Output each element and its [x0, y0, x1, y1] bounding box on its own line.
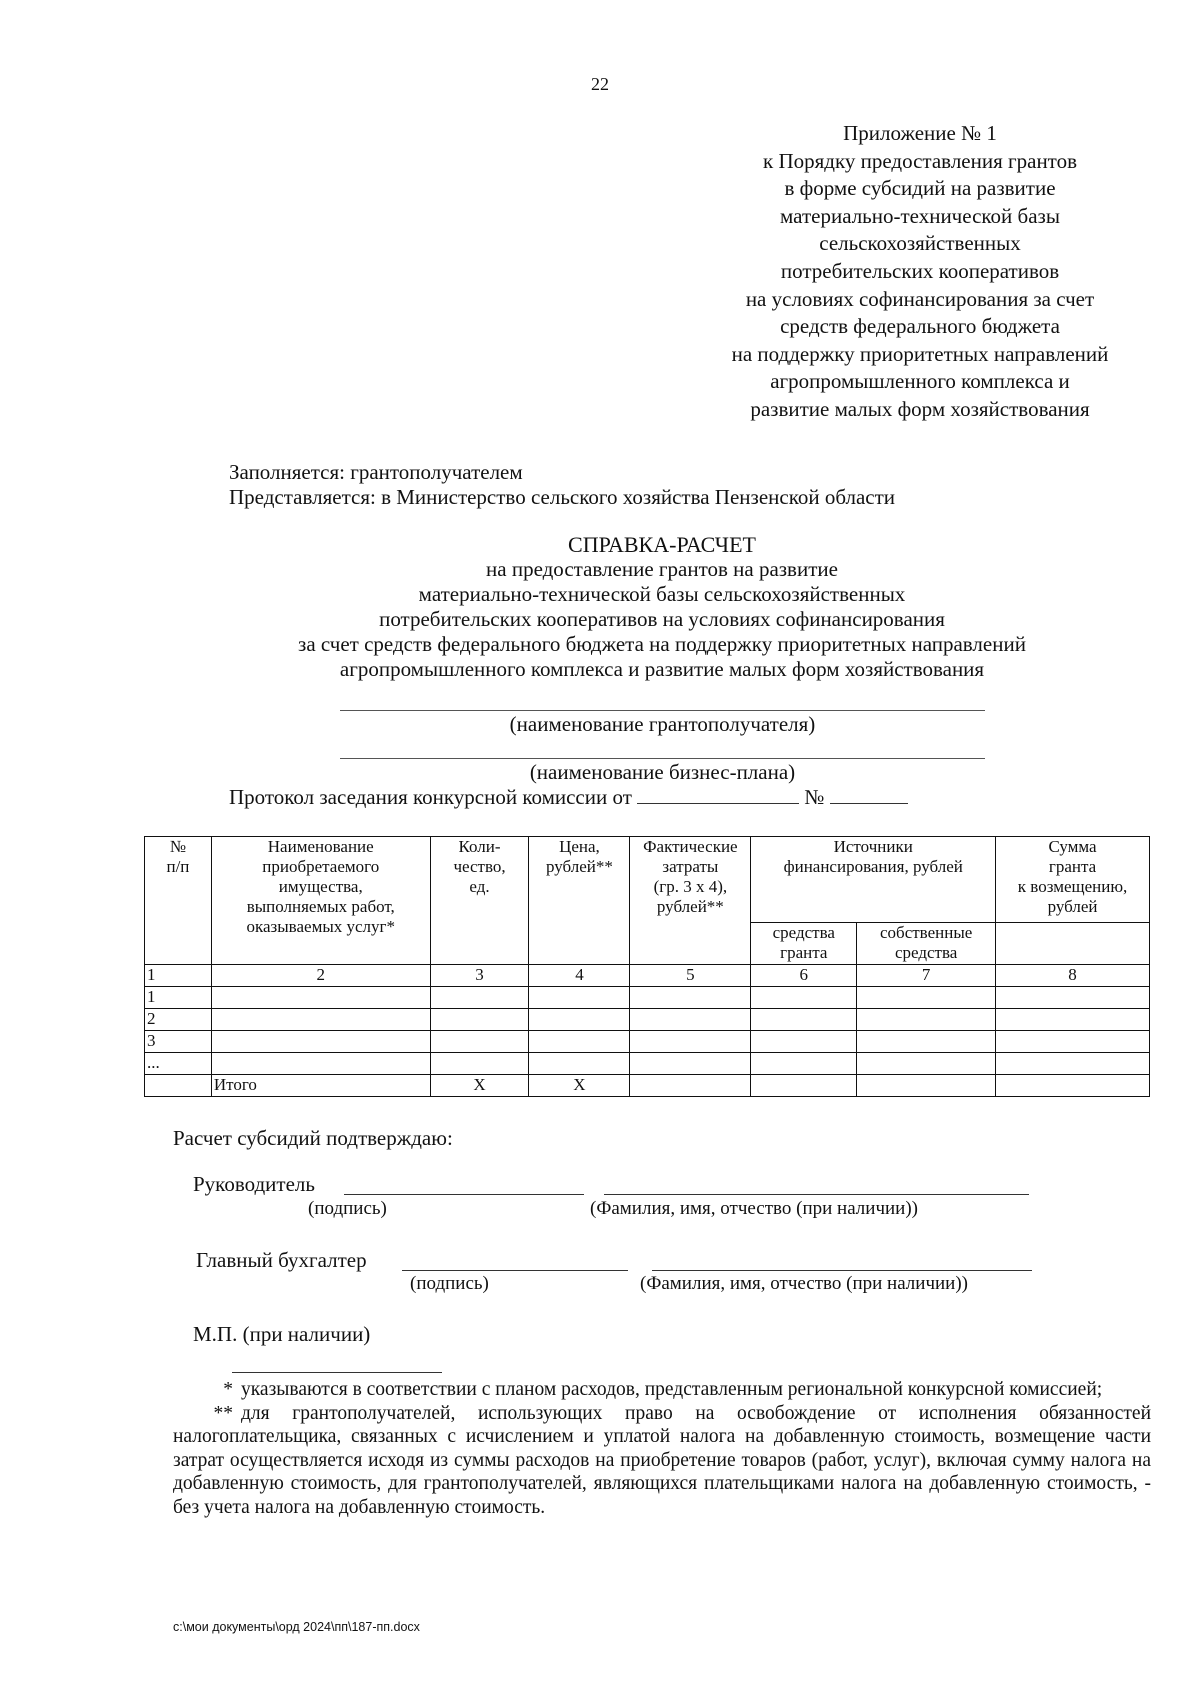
protocol-line — [229, 785, 908, 810]
cell-price[interactable] — [529, 1053, 630, 1075]
total-actual-costs[interactable] — [630, 1075, 751, 1097]
header-actual-costs: Фактические затраты (гр. 3 х 4), рублей** — [630, 837, 751, 965]
accountant-label: Главный бухгалтер — [196, 1248, 367, 1272]
cell-price[interactable] — [529, 1031, 630, 1053]
annex-line: на условиях софинансирования за счет — [745, 286, 1095, 311]
header-name: Наименование приобретаемого имущества, выполняемых работ, оказываемых услуг* — [211, 837, 430, 965]
footnote-separator — [232, 1372, 442, 1373]
cell-grant-funds[interactable] — [751, 987, 857, 1009]
head-signature-field[interactable] — [344, 1176, 584, 1195]
table-row — [145, 1053, 1150, 1075]
total-quantity: Х — [430, 1075, 529, 1097]
column-number: 3 — [430, 965, 529, 987]
cell-name[interactable] — [211, 987, 430, 1009]
header-grant-sum-sub — [996, 923, 1150, 965]
annex-line: материально-технической базы — [780, 203, 1060, 228]
protocol-no-label: № — [804, 785, 825, 809]
cell-grant-sum[interactable] — [996, 1053, 1150, 1075]
cell-own-funds[interactable] — [857, 1031, 996, 1053]
cell-name[interactable] — [211, 1031, 430, 1053]
header-grant-sum: Сумма гранта к возмещению, рублей — [996, 837, 1150, 923]
column-number: 6 — [751, 965, 857, 987]
column-number: 4 — [529, 965, 630, 987]
total-grant-sum[interactable] — [996, 1075, 1150, 1097]
title-line: на предоставление грантов на развитие — [486, 557, 838, 581]
row-number: 2 — [145, 1009, 212, 1031]
head-name-caption: (Фамилия, имя, отчество (при наличии)) — [590, 1198, 919, 1219]
annex-line: средств федерального бюджета — [780, 314, 1060, 339]
cell-name[interactable] — [211, 1053, 430, 1075]
title-line: потребительских кооперативов на условиях софинансирования — [379, 607, 945, 631]
accountant-name-caption: (Фамилия, имя, отчество (при наличии)) — [640, 1273, 969, 1294]
confirm-text: Расчет субсидий подтверждаю: — [173, 1126, 453, 1150]
title-line: материально-технической базы сельскохозяйственных — [418, 582, 906, 606]
fill-info — [229, 460, 895, 510]
footnotes — [173, 1378, 1151, 1519]
title-line: за счет средств федерального бюджета на поддержку приоритетных направлений — [298, 632, 1026, 656]
cell-actual-costs[interactable] — [630, 1031, 751, 1053]
filled-by-text: Заполняется: грантополучателем — [229, 460, 523, 484]
cell-grant-sum[interactable] — [996, 1009, 1150, 1031]
grantee-caption: (наименование грантополучателя) — [509, 712, 816, 736]
footnote-1 — [173, 1378, 1151, 1402]
cell-grant-sum[interactable] — [996, 1031, 1150, 1053]
footnote-2 — [173, 1402, 1151, 1520]
protocol-number-field[interactable] — [830, 785, 908, 804]
cell-quantity[interactable] — [430, 1053, 529, 1075]
grantee-name-line[interactable] — [340, 710, 985, 711]
head-signature-caption: (подпись) — [308, 1198, 387, 1219]
row-number: ... — [145, 1053, 212, 1075]
table-row — [145, 987, 1150, 1009]
annex-line: потребительских кооперативов — [780, 258, 1060, 283]
cell-grant-funds[interactable] — [751, 1009, 857, 1031]
annex-line: в форме субсидий на развитие — [784, 176, 1056, 201]
cell-actual-costs[interactable] — [630, 987, 751, 1009]
footnote-2-text: для грантополучателей, использующих право на освобождение от исполнения обязанностей налогоплательщика, связанных с исчислением и уплатой налога на добавленную стоимость, возмещение части затрат осуществляется исходя из суммы расходов на приобретение товаров (работ, услуг), включая сумму налога на добавленную стоимость, для грантополучателей, являющихся плательщиками налога на добавленную стоимость, - без учета налога на добавленную стоимость. — [173, 1402, 1151, 1518]
annex-line: развитие малых форм хозяйствования — [750, 396, 1090, 421]
header-own-funds: собственные средства — [857, 923, 996, 965]
cell-price[interactable] — [529, 987, 630, 1009]
cell-price[interactable] — [529, 1009, 630, 1031]
annex-line: агропромышленного комплекса и — [770, 369, 1070, 394]
submitted-to-text: Представляется: в Министерство сельского хозяйства Пензенской области — [229, 485, 896, 509]
protocol-label: Протокол заседания конкурсной комиссии от — [229, 785, 632, 809]
column-number: 1 — [145, 965, 212, 987]
header-quantity: Коли- чество, ед. — [430, 837, 529, 965]
table-row — [145, 1009, 1150, 1031]
header-funding-sources: Источники финансирования, рублей — [751, 837, 996, 923]
column-number: 8 — [996, 965, 1150, 987]
stamp-note: М.П. (при наличии) — [193, 1322, 371, 1346]
cell-quantity[interactable] — [430, 1009, 529, 1031]
accountant-signature-caption: (подпись) — [410, 1273, 489, 1294]
business-plan-caption: (наименование бизнес-плана) — [529, 760, 796, 784]
cell-quantity[interactable] — [430, 1031, 529, 1053]
column-number: 7 — [857, 965, 996, 987]
header-grant-funds: средства гранта — [751, 923, 857, 965]
column-number: 5 — [630, 965, 751, 987]
document-title — [0, 532, 1200, 682]
business-plan-line[interactable] — [340, 758, 985, 759]
calculation-table — [144, 836, 1150, 1097]
accountant-signature-field[interactable] — [402, 1252, 628, 1271]
total-grant-funds[interactable] — [751, 1075, 857, 1097]
cell-name[interactable] — [211, 1009, 430, 1031]
cell-grant-funds[interactable] — [751, 1031, 857, 1053]
total-empty-cell — [145, 1075, 212, 1097]
column-number: 2 — [211, 965, 430, 987]
accountant-name-field[interactable] — [652, 1252, 1032, 1271]
page-number: 22 — [591, 74, 609, 94]
row-number: 1 — [145, 987, 212, 1009]
file-path: c:\мои документы\орд 2024\пп\187-пп.docx — [173, 1620, 420, 1634]
annex-line: на поддержку приоритетных направлений — [731, 341, 1109, 366]
cell-grant-sum[interactable] — [996, 987, 1150, 1009]
title-heading: СПРАВКА-РАСЧЕТ — [568, 532, 756, 557]
cell-actual-costs[interactable] — [630, 1053, 751, 1075]
total-price: Х — [529, 1075, 630, 1097]
column-numbers-row — [145, 965, 1150, 987]
header-num: № п/п — [145, 837, 212, 965]
footnote-1-text: указываются в соответствии с планом расходов, представленным региональной конкурсной комиссией; — [241, 1379, 1103, 1400]
footnote-2-marker: ** — [213, 1402, 233, 1424]
cell-quantity[interactable] — [430, 987, 529, 1009]
total-label: Итого — [211, 1075, 430, 1097]
head-name-field[interactable] — [604, 1176, 1029, 1195]
title-line: агропромышленного комплекса и развитие малых форм хозяйствования — [339, 657, 985, 681]
cell-own-funds[interactable] — [857, 987, 996, 1009]
row-number: 3 — [145, 1031, 212, 1053]
cell-own-funds[interactable] — [857, 1009, 996, 1031]
head-label: Руководитель — [193, 1172, 315, 1196]
annex-block — [660, 120, 1180, 424]
total-row — [145, 1075, 1150, 1097]
table-row — [145, 1031, 1150, 1053]
cell-own-funds[interactable] — [857, 1053, 996, 1075]
total-own-funds[interactable] — [857, 1075, 996, 1097]
header-price: Цена, рублей** — [529, 837, 630, 965]
cell-grant-funds[interactable] — [751, 1053, 857, 1075]
cell-actual-costs[interactable] — [630, 1009, 751, 1031]
protocol-date-field[interactable] — [637, 785, 799, 804]
annex-line: Приложение № 1 — [843, 121, 997, 145]
annex-line: к Порядку предоставления грантов — [763, 148, 1077, 173]
annex-line: сельскохозяйственных — [819, 231, 1021, 256]
footnote-1-marker: * — [223, 1379, 233, 1400]
